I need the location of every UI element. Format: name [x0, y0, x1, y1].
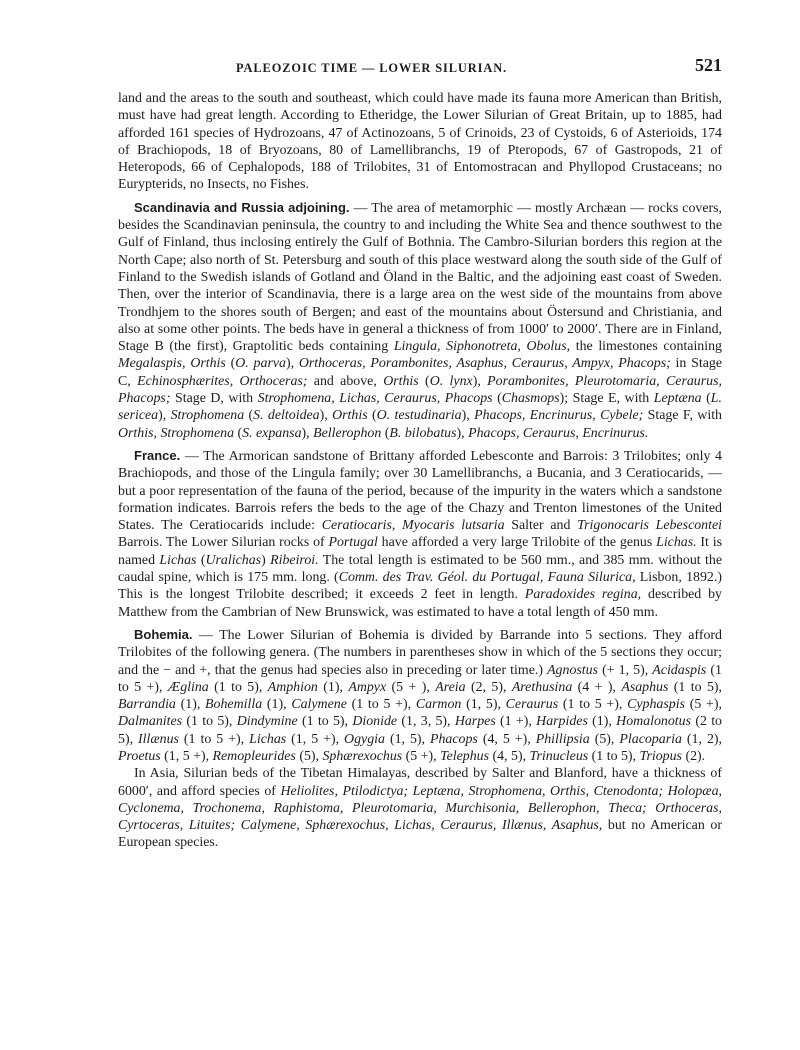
body-text: (5 + ),	[386, 679, 436, 695]
italic-taxon-text: Porambonites, Pleurotomaria, Ceraurus, Phacops;	[118, 373, 722, 407]
body-text: Salter and	[504, 518, 578, 534]
body-text: (1),	[317, 679, 349, 695]
body-text: Barrois. The Lower Silurian rocks of	[118, 535, 329, 551]
italic-taxon-text: Acidaspis	[652, 662, 707, 678]
italic-taxon-text: Phacops, Ceraurus, Encrinurus.	[468, 425, 649, 441]
body-text: (1, 5 +),	[286, 731, 345, 747]
body-text: In Asia, Silurian beds of the Tibetan Himalayas, described by Salter and Blanford, have a thickness of 6000′, and afford species of	[118, 766, 722, 799]
body-text: (4, 5),	[489, 748, 530, 764]
body-text: (1, 5),	[384, 731, 430, 747]
italic-taxon-text: Cyphaspis	[627, 697, 685, 713]
body-text: (	[225, 356, 236, 372]
italic-taxon-text: O. testudinaria	[376, 408, 462, 424]
italic-taxon-text: Æglina	[167, 679, 209, 695]
italic-taxon-text: Leptæna	[653, 391, 702, 407]
body-text: (5),	[589, 731, 620, 747]
italic-taxon-text: Phillipsia	[535, 731, 590, 747]
italic-taxon-text: Dindymine	[236, 714, 298, 730]
italic-taxon-text: O. parva	[235, 356, 286, 372]
italic-taxon-text: Ceraurus	[505, 697, 559, 713]
italic-taxon-text: Phacops, Encrinurus, Cybele;	[474, 408, 644, 424]
body-text: It is named	[118, 535, 722, 568]
italic-taxon-text: Harpes	[454, 714, 496, 730]
italic-taxon-text: Lichas.	[656, 535, 697, 551]
body-text: (	[234, 425, 243, 441]
italic-taxon-text: Ampyx	[348, 679, 387, 695]
body-text: (1 to 5),	[208, 679, 268, 695]
body-text: (1 +),	[495, 714, 537, 730]
body-text: ),	[158, 408, 171, 424]
italic-taxon-text: Phacops	[430, 731, 478, 747]
body-text: (	[367, 408, 377, 424]
body-text: Stage D, with	[170, 391, 258, 407]
body-text: the limestones containing	[570, 339, 722, 355]
body-text: — The Lower Silurian of Bohemia is divided by Barrande into 5 sections. They afford Trilobites of the following genera. (The numbers in parentheses show in which of the 5 sections they occur; and the − and +, that the genus had species also in preceding or later time.)	[118, 627, 722, 678]
italic-taxon-text: Orthis	[332, 408, 368, 424]
italic-taxon-text: Orthis	[383, 373, 419, 389]
body-text: (1, 5),	[461, 697, 506, 713]
italic-taxon-text: Telephus	[440, 748, 490, 764]
italic-taxon-text: O. lynx	[429, 373, 473, 389]
italic-taxon-text: Bohemilla	[205, 697, 263, 713]
italic-taxon-text: Triopus	[639, 748, 682, 764]
body-text: ),	[461, 408, 475, 424]
italic-taxon-text: Agnostus	[547, 662, 598, 678]
italic-taxon-text: Lichas	[159, 552, 197, 568]
body-text: (1, 5 +),	[160, 748, 213, 764]
italic-taxon-text: Dalmanites	[118, 714, 183, 730]
body-text: described by Matthew from the Cambrian of New Brunswick, was estimated to have a total length of 450 mm.	[118, 587, 723, 620]
italic-taxon-text: Barrandia	[118, 697, 176, 713]
body-text: Stage F, with	[643, 408, 722, 424]
body-text: have afforded a very large Trilobite of the genus	[377, 535, 657, 551]
body-text: land and the areas to the south and southeast, which could have made its fauna more American than British, must have had great length. According to Etheridge, the Lower Silurian of Great Britain, up to 1885, had afforded 161 species of Hydrozoans, 47 of Actinozoans, 5 of Crinoids, 23 of Cystoids, 6 of Asterioids, 174 of Brachiopods, 18 of Bryozoans, 80 of Lamellibranchs, 19 of Pteropods, 67 of Gastropods, 21 of Heteropods, 66 of Cephalopods, 188 of Trilobites, 31 of Entomostracan and Phyllopod Crustaceans; no Eurypterids, no Insects, no Fishes.	[118, 91, 722, 193]
italic-taxon-text: Illænus	[138, 731, 179, 747]
body-text: and above,	[307, 373, 384, 389]
italic-taxon-text: Dionide	[352, 714, 398, 730]
italic-taxon-text: Ribeiroi.	[270, 552, 319, 568]
section-heading: France.	[134, 447, 181, 463]
body-text: — The Armorican sandstone of Brittany afforded Lebesconte and Barrois: 3 Trilobites; only 4 Brachiopods, and those of the Lingula family; over 30 Lamellibranchs, a Bucania, and 3 Ceratiocarids, — but a poor representation of the fauna of the period, because of the impurity in the waters which a sandstone formation indicates. Barrois refers the beds to the age of the Chazy and Trenton limestones of the United States. The Ceratiocarids include:	[118, 448, 722, 534]
paragraph-france	[118, 447, 722, 621]
section-heading: Bohemia.	[134, 626, 193, 642]
italic-taxon-text: Remopleurides	[212, 748, 296, 764]
body-text: (5 +),	[402, 748, 441, 764]
body-text: )	[261, 552, 271, 568]
italic-taxon-text: L. sericea	[118, 391, 722, 424]
italic-taxon-text: Portugal	[328, 535, 378, 551]
body-text: (	[196, 552, 206, 568]
italic-taxon-text: Comm. des Trav. Géol. du Portugal, Fauna Silurica,	[338, 570, 636, 586]
italic-taxon-text: S. expansa	[242, 425, 302, 441]
body-text: (5 +),	[685, 697, 722, 713]
paragraph-scandinavia-russia	[118, 199, 722, 442]
paragraph-great-britain-fauna	[118, 90, 722, 194]
italic-taxon-text: Heliolites, Ptilodictya; Leptæna, Strophomena, Orthis, Ctenodonta; Holopæa, Cyclonema, Trochonema, Raphistoma, Pleurotomaria, Murchisonia, Bellerophon, Theca; Orthoceras, Cyrtoceras, Lituites; Calymene, Sphærexochus, Lichas, Ceraurus, Illænus, Asaphus,	[118, 783, 722, 834]
running-head: PALEOZOIC TIME — LOWER SILURIAN.	[236, 61, 508, 75]
body-text: ),	[301, 425, 314, 441]
italic-taxon-text: Uralichas	[205, 552, 262, 568]
italic-taxon-text: Bellerophon	[313, 425, 382, 441]
paragraph-asia	[118, 765, 722, 851]
body-text: (	[492, 391, 502, 407]
body-text: (1),	[175, 697, 206, 713]
body-text: (+ 1, 5),	[598, 662, 653, 678]
italic-taxon-text: Ceratiocaris, Myocaris lutsaria	[321, 518, 505, 534]
body-text: ),	[456, 425, 469, 441]
section-heading: Scandinavia and Russia adjoining.	[134, 199, 350, 215]
italic-taxon-text: Trinucleus	[529, 748, 589, 764]
body-text: (	[701, 391, 711, 407]
body-text: (4, 5 +),	[477, 731, 536, 747]
body-text: (4 + ),	[572, 679, 622, 695]
italic-taxon-text: Chasmops	[501, 391, 560, 407]
body-text: (2, 5),	[465, 679, 512, 695]
body-text: (1 to 5),	[588, 748, 640, 764]
body-text: ),	[472, 373, 488, 389]
italic-taxon-text: Megalaspis, Orthis	[118, 356, 226, 372]
body-text: (1, 2),	[681, 731, 722, 747]
body-text: The total length is estimated to be 560 mm., and 385 mm. without the caudal spine, which is 175 mm. long. (	[118, 552, 723, 586]
body-text: (1 to 5),	[668, 679, 722, 695]
italic-taxon-text: Lingula, Siphonotreta, Obolus,	[393, 339, 571, 355]
italic-taxon-text: B. bilobatus	[389, 425, 457, 441]
page-number: 521	[695, 55, 722, 75]
body-text: ); Stage E, with	[559, 391, 654, 407]
italic-taxon-text: Calymene	[291, 697, 347, 713]
italic-taxon-text: S. deltoidea	[253, 408, 320, 424]
italic-taxon-text: Areia	[435, 679, 466, 695]
italic-taxon-text: Orthoceras, Porambonites, Asaphus, Ceraurus, Ampyx, Phacops;	[298, 356, 671, 372]
body-text: (2).	[681, 748, 706, 764]
italic-taxon-text: Carmon	[415, 697, 462, 713]
body-text: (1),	[262, 697, 292, 713]
body-text: (	[244, 408, 254, 424]
paragraph-bohemia	[118, 626, 722, 765]
body-text: (1 to 5 +),	[346, 697, 416, 713]
italic-taxon-text: Trigonocaris Lebescontei	[577, 518, 723, 534]
body-text: (	[381, 425, 390, 441]
italic-taxon-text: Proetus	[118, 748, 161, 764]
italic-taxon-text: Echinosphærites, Orthoceras;	[137, 373, 308, 389]
italic-taxon-text: Orthis, Strophomena	[118, 425, 235, 441]
body-text: — The area of metamorphic — mostly Archæan — rocks covers, besides the Scandinavian peninsula, the country to and including the White Sea and thence southwest to the Gulf of Finland, thus inclosing entirely the Gulf of Bothnia. The Cambro-Silurian borders this region at the North Cape; also north of St. Petersburg and south of this place westward along the south side of the Gulf of Finland to the Swedish islands of Gotland and Öland in the Baltic, and the adjoining east coast of Sweden. Then, over the interior of Scandinavia, there is a large area on the west side of the mountains from above Trondhjem to the shores south of Bergen; and east of the mountains about Östersund and Christiania, and also at some other points. The beds have in general a thickness of from 1000′ to 2000′. There are in Finland, Stage B (the first), Graptolitic beds containing	[118, 200, 723, 355]
body-text: Lisbon, 1892.) This is the longest Trilobite described; it exceeds 2 feet in length.	[118, 570, 722, 603]
body-text: (1 to 5),	[297, 714, 353, 730]
body-text: but no American or European species.	[118, 818, 722, 851]
body-text: (2 to 5),	[118, 714, 723, 747]
body-text: (1 to 5),	[182, 714, 237, 730]
body-text: (1 to 5 +),	[178, 731, 250, 747]
italic-taxon-text: Strophomena	[170, 408, 245, 424]
italic-taxon-text: Amphion	[267, 679, 318, 695]
body-text: ),	[319, 408, 333, 424]
body-text: (1),	[587, 714, 617, 730]
body-text: in Stage C,	[118, 356, 722, 389]
page-header	[118, 55, 722, 84]
italic-taxon-text: Strophomena, Lichas, Ceraurus, Phacops	[257, 391, 493, 407]
italic-taxon-text: Arethusina	[511, 679, 573, 695]
body-text: (1 to 5 +),	[558, 697, 628, 713]
body-text: (1 to 5 +),	[118, 662, 722, 695]
italic-taxon-text: Harpides	[536, 714, 588, 730]
italic-taxon-text: Lichas	[249, 731, 287, 747]
italic-taxon-text: Ogygia	[344, 731, 385, 747]
body-text: ),	[285, 356, 299, 372]
italic-taxon-text: Homalonotus	[616, 714, 692, 730]
body-text: (1, 3, 5),	[397, 714, 455, 730]
italic-taxon-text: Asaphus	[621, 679, 669, 695]
body-text: (	[418, 373, 430, 389]
italic-taxon-text: Placoparia	[619, 731, 682, 747]
body-text: (5),	[295, 748, 323, 764]
italic-taxon-text: Sphærexochus	[322, 748, 403, 764]
italic-taxon-text: Paradoxides regina,	[524, 587, 642, 603]
